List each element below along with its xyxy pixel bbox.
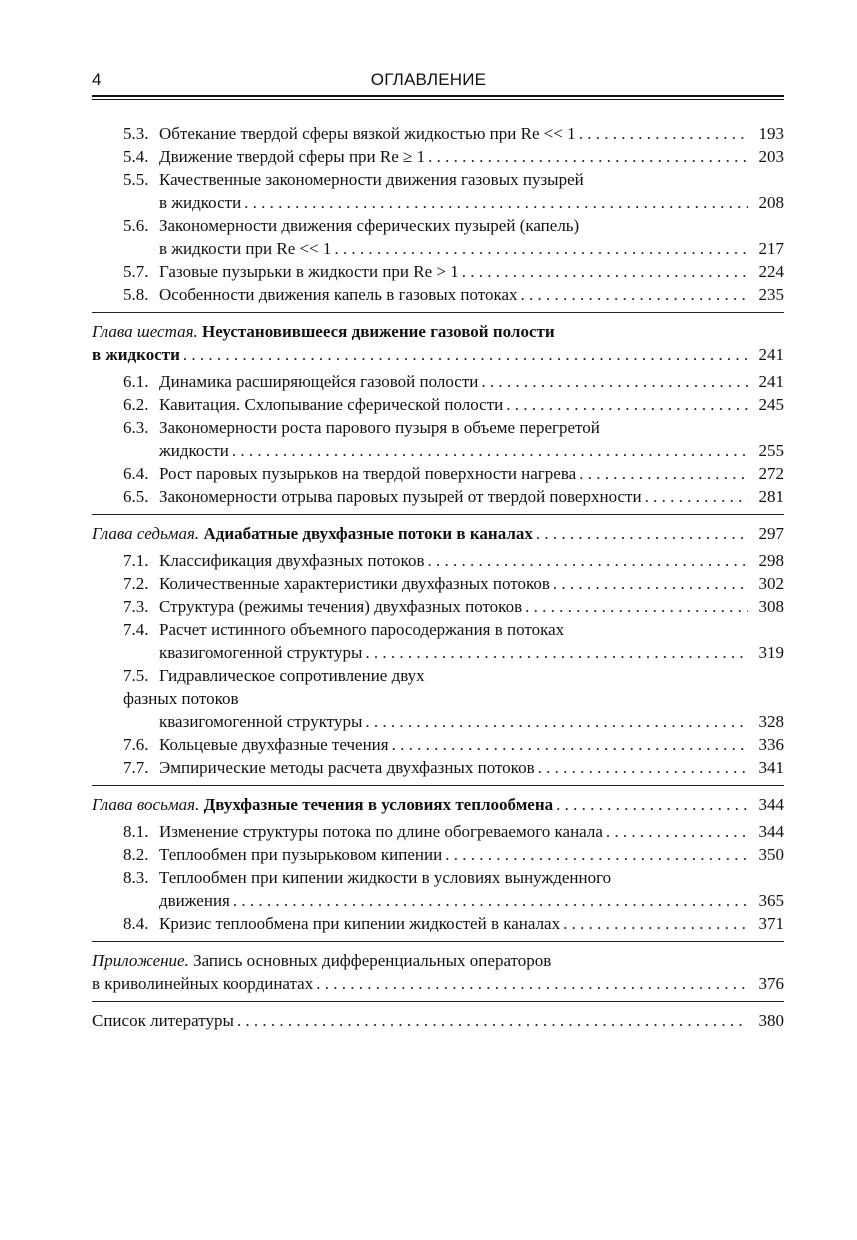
chapter-separator [92,514,784,515]
entry-title-cont: квазигомогенной структуры [159,712,363,731]
leader-dots [365,641,748,664]
leader-dots [445,843,748,866]
page-number: 4 [92,70,102,89]
chapter-heading-7[interactable] [92,522,784,545]
leader-dots [237,1009,748,1032]
entry-title-cont: жидкости [159,441,229,460]
entry-title-cont: квазигомогенной структуры [159,643,363,662]
chapter-heading-8[interactable] [92,793,784,816]
entry-page: 328 [758,712,784,731]
chapter-title-cont: в жидкости [92,345,180,364]
entry-title: Качественные закономерности движения газовых пузырей [159,170,584,189]
entry-page: 224 [758,262,784,281]
leader-dots [536,522,748,545]
chapter-page: 344 [758,795,784,814]
entry-page: 371 [758,914,784,933]
running-head-title: ОГЛАВЛЕНИЕ [370,70,487,89]
toc-entry-7-4-cont[interactable] [92,641,784,664]
toc-entry-7-5-cont-b[interactable] [92,710,784,733]
chapter-label: Глава восьмая. [92,795,200,814]
entry-page: 208 [758,193,784,212]
entry-page: 344 [758,822,784,841]
chapter-title: Неустановившееся движение газовой полости [202,322,555,341]
entry-title: Динамика расширяющейся газовой полости [159,372,479,391]
header-rule-thick [92,95,784,97]
section-number: 8.3. [123,868,149,887]
toc-entry-5-6-cont[interactable] [92,237,784,260]
leader-dots [244,191,748,214]
toc-entry-7-1[interactable] [92,549,784,572]
entry-page: 336 [758,735,784,754]
entry-page: 341 [758,758,784,777]
toc-entry-8-1[interactable] [92,820,784,843]
leader-dots [334,237,748,260]
leader-dots [428,145,748,168]
leader-dots [462,260,748,283]
section-number: 5.7. [123,262,149,281]
toc-entry-6-4[interactable] [92,462,784,485]
entry-title: Гидравлическое сопротивление двух [159,666,425,685]
toc-entry-8-4[interactable] [92,912,784,935]
entry-title: Рост паровых пузырьков на твердой поверхности нагрева [159,464,577,483]
leader-dots [645,485,748,508]
entry-title: Изменение структуры потока по длине обогреваемого канала [159,822,603,841]
leader-dots [579,462,748,485]
entry-title: Газовые пузырьки в жидкости при Re > 1 [159,262,459,281]
toc-entry-7-5[interactable] [92,664,784,687]
entry-page: 235 [758,285,784,304]
entry-title: Кольцевые двухфазные течения [159,735,389,754]
entry-page: 203 [758,147,784,166]
leader-dots [556,793,748,816]
entry-page: 308 [758,597,784,616]
entry-title: Закономерности роста парового пузыря в объеме перегретой [159,418,600,437]
toc-entry-7-2[interactable] [92,572,784,595]
toc-entry-7-5-cont-a[interactable] [92,687,784,710]
toc-entry-7-4[interactable] [92,618,784,641]
section-number: 7.2. [123,574,149,593]
section-number: 5.3. [123,124,149,143]
entry-title: Эмпирические методы расчета двухфазных потоков [159,758,535,777]
toc-entry-8-2[interactable] [92,843,784,866]
leader-dots [365,710,748,733]
leader-dots [183,343,748,366]
leader-dots [427,549,748,572]
toc-entry-6-1[interactable] [92,370,784,393]
toc-entry-6-5[interactable] [92,485,784,508]
chapter-title: Двухфазные течения в условиях теплообмена [203,795,554,814]
chapter-separator [92,1001,784,1002]
section-number: 6.1. [123,372,149,391]
leader-dots [538,756,748,779]
entry-title: Классификация двухфазных потоков [159,551,425,570]
chapter-separator [92,941,784,942]
entry-title: Кавитация. Схлопывание сферической полости [159,395,504,414]
leader-dots [481,370,748,393]
entry-page: 272 [758,464,784,483]
entry-title: Закономерности отрыва паровых пузырей от твердой поверхности [159,487,642,506]
entry-title: Обтекание твердой сферы вязкой жидкостью при Re << 1 [159,124,576,143]
entry-title-cont: движения [159,891,230,910]
entry-page: 245 [758,395,784,414]
section-number: 8.4. [123,914,149,933]
leader-dots [553,572,748,595]
entry-page: 319 [758,643,784,662]
entry-title: Особенности движения капель в газовых потоках [159,285,518,304]
toc-entry-5-5[interactable] [92,168,784,191]
leader-dots [232,439,748,462]
leader-dots [316,972,748,995]
toc-entry-6-2[interactable] [92,393,784,416]
entry-title-cont: в жидкости [159,193,242,212]
appendix-title: Запись основных дифференциальных операторов [193,951,552,970]
entry-title: Структура (режимы течения) двухфазных потоков [159,597,523,616]
section-number: 6.2. [123,395,149,414]
entry-title-cont: в жидкости при Re << 1 [159,239,332,258]
appendix-title-cont: в криволинейных координатах [92,974,314,993]
toc-entry-6-3[interactable] [92,416,784,439]
section-number: 6.5. [123,487,149,506]
chapter-heading-6-cont[interactable] [92,343,784,366]
section-number: 7.3. [123,597,149,616]
entry-page: 255 [758,441,784,460]
bibliography-title: Список литературы [92,1011,234,1030]
entry-page: 193 [758,124,784,143]
section-number: 7.6. [123,735,149,754]
section-number: 5.5. [123,170,149,189]
toc-entry-8-3[interactable] [92,866,784,889]
toc-entry-7-6[interactable] [92,733,784,756]
section-number: 6.4. [123,464,149,483]
entry-title: Кризис теплообмена при кипении жидкостей в каналах [159,914,561,933]
bibliography-entry[interactable] [92,1009,784,1032]
section-number: 8.1. [123,822,149,841]
section-number: 6.3. [123,418,149,437]
leader-dots [233,889,748,912]
chapter-separator [92,785,784,786]
entry-title: Количественные характеристики двухфазных потоков [159,574,550,593]
section-number: 7.5. [123,666,149,685]
bibliography-page: 380 [758,1011,784,1030]
appendix-page: 376 [758,974,784,993]
entry-title: Закономерности движения сферических пузырей (капель) [159,216,580,235]
header-rule-thin [92,99,784,100]
entry-page: 281 [758,487,784,506]
toc-entry-7-7[interactable] [92,756,784,779]
toc-entry-6-3-cont[interactable] [92,439,784,462]
entry-title: Теплообмен при пузырьковом кипении [159,845,443,864]
leader-dots [392,733,748,756]
section-number: 5.4. [123,147,149,166]
entry-page: 241 [758,372,784,391]
leader-dots [525,595,748,618]
entry-page: 217 [758,239,784,258]
leader-dots [563,912,748,935]
chapter-page: 297 [758,524,784,543]
leader-dots [606,820,748,843]
section-number: 7.7. [123,758,149,777]
chapter-title: Адиабатные двухфазные потоки в каналах [203,524,533,543]
toc-entry-5-4[interactable] [92,145,784,168]
table-of-contents [92,122,784,1032]
toc-entry-5-7[interactable] [92,260,784,283]
appendix-label: Приложение. [92,951,189,970]
toc-entry-8-3-cont[interactable] [92,889,784,912]
chapter-label: Глава шестая. [92,322,198,341]
appendix-heading[interactable] [92,949,784,972]
entry-page: 302 [758,574,784,593]
toc-entry-5-5-cont[interactable] [92,191,784,214]
chapter-page: 241 [758,345,784,364]
appendix-heading-cont[interactable] [92,972,784,995]
entry-page: 365 [758,891,784,910]
entry-title: Расчет истинного объемного паросодержания в потоках [159,620,565,639]
section-number: 5.8. [123,285,149,304]
chapter-separator [92,312,784,313]
leader-dots [521,283,748,306]
section-number: 7.4. [123,620,149,639]
section-number: 7.1. [123,551,149,570]
chapter-heading-6[interactable] [92,320,784,343]
entry-title-cont: фазных потоков [123,689,239,708]
toc-entry-5-3[interactable] [92,122,784,145]
entry-page: 298 [758,551,784,570]
leader-dots [506,393,748,416]
entry-page: 350 [758,845,784,864]
entry-title: Теплообмен при кипении жидкости в условиях вынужденного [159,868,612,887]
entry-title: Движение твердой сферы при Re ≥ 1 [159,147,426,166]
chapter-label: Глава седьмая. [92,524,200,543]
section-number: 5.6. [123,216,149,235]
leader-dots [579,122,748,145]
section-number: 8.2. [123,845,149,864]
toc-entry-5-8[interactable] [92,283,784,306]
toc-entry-5-6[interactable] [92,214,784,237]
toc-entry-7-3[interactable] [92,595,784,618]
